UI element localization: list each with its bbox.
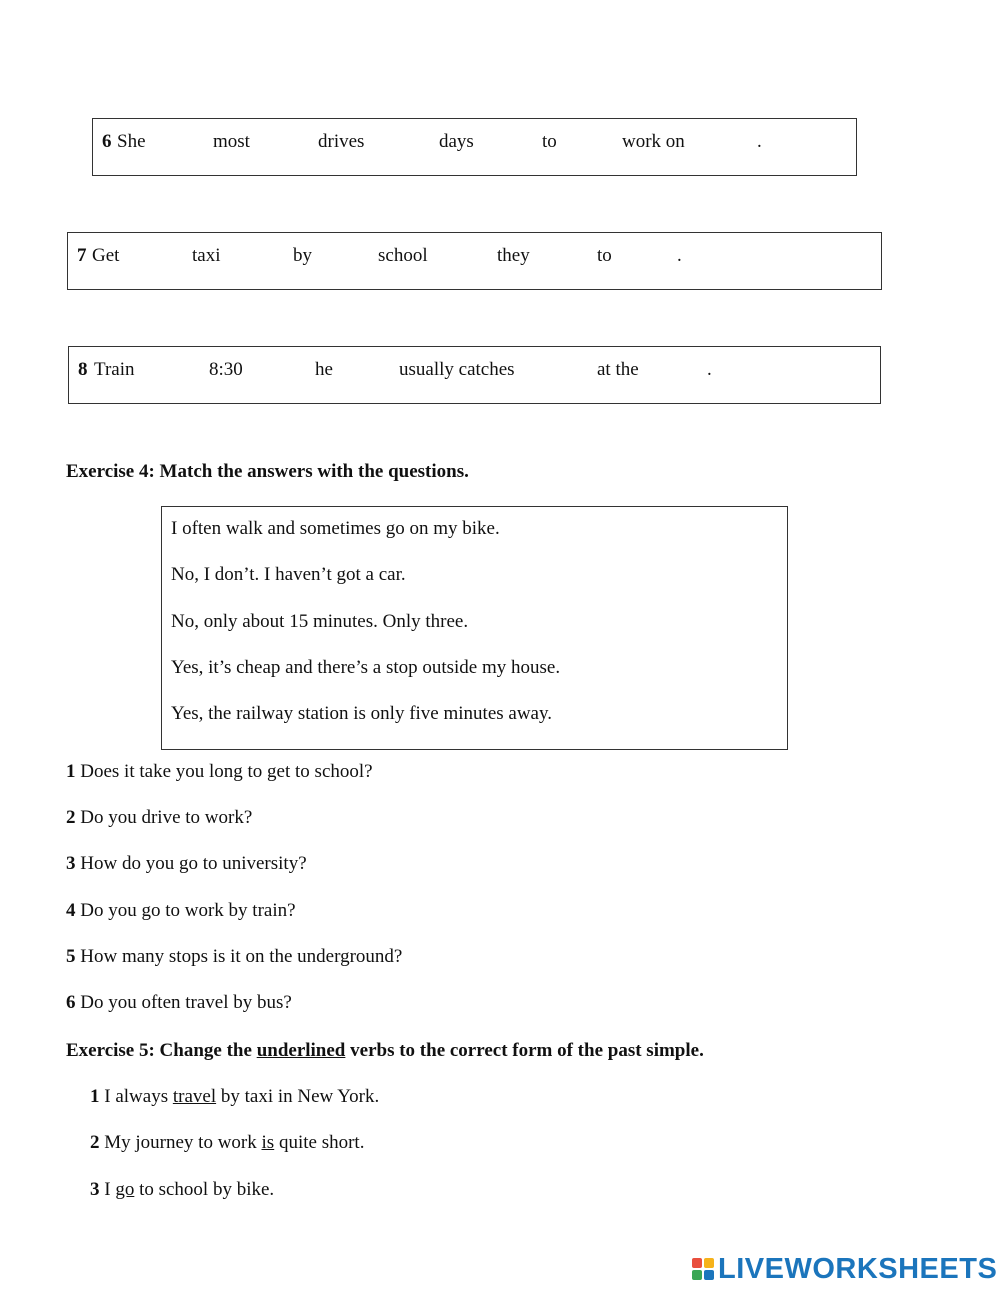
question-number: 4 xyxy=(66,900,76,921)
underlined-verb[interactable]: is xyxy=(261,1132,275,1153)
question-text: Do you drive to work? xyxy=(80,807,253,828)
item-text: My journey to work xyxy=(104,1132,257,1153)
question-item[interactable] xyxy=(66,761,373,783)
word-chip[interactable]: by xyxy=(293,245,312,266)
question-number: 6 xyxy=(66,992,76,1013)
word-chip[interactable]: work on xyxy=(622,131,685,152)
word-chip[interactable]: they xyxy=(497,245,530,266)
question-text: Does it take you long to get to school? xyxy=(80,761,373,782)
underlined-verb[interactable]: travel xyxy=(172,1086,217,1107)
question-item[interactable] xyxy=(66,900,296,922)
word-chip[interactable]: to xyxy=(597,245,612,266)
word-chip[interactable]: She xyxy=(117,131,146,152)
logo-text: LIVEWORKSHEETS xyxy=(718,1252,998,1285)
liveworksheets-logo xyxy=(692,1254,997,1284)
exercise-5-item xyxy=(90,1132,364,1154)
question-text: Do you go to work by train? xyxy=(80,900,296,921)
question-item[interactable] xyxy=(66,807,252,829)
item-text: I xyxy=(104,1179,111,1200)
underlined-verb[interactable]: go xyxy=(115,1179,135,1200)
word-chip[interactable]: Get xyxy=(92,245,120,266)
question-item[interactable] xyxy=(66,992,292,1014)
word-chip[interactable]: school xyxy=(378,245,428,266)
item-text: quite short. xyxy=(278,1132,365,1153)
question-item[interactable] xyxy=(66,946,402,968)
word-chip[interactable]: . xyxy=(707,359,712,380)
answers-box xyxy=(161,506,788,750)
item-text: I always xyxy=(104,1086,169,1107)
sentence-box-8 xyxy=(68,346,881,404)
exercise-4-title: Exercise 4: Match the answers with the questions. xyxy=(66,461,469,482)
word-chip[interactable]: taxi xyxy=(192,245,221,266)
question-number: 2 xyxy=(66,807,76,828)
word-chip[interactable]: most xyxy=(213,131,250,152)
word-chip[interactable]: at the xyxy=(597,359,639,380)
answer-option[interactable]: No, I don’t. I haven’t got a car. xyxy=(171,564,406,585)
question-text: How many stops is it on the underground? xyxy=(80,946,403,967)
sentence-number: 6 xyxy=(102,131,112,152)
sentence-box-7 xyxy=(67,232,882,290)
question-text: Do you often travel by bus? xyxy=(80,992,292,1013)
answer-option[interactable]: No, only about 15 minutes. Only three. xyxy=(171,611,469,632)
word-chip[interactable]: Train xyxy=(94,359,135,380)
item-text: to school by bike. xyxy=(139,1179,275,1200)
word-chip[interactable]: . xyxy=(677,245,682,266)
word-chip[interactable]: days xyxy=(439,131,474,152)
answer-option[interactable]: Yes, the railway station is only five minutes away. xyxy=(171,703,553,724)
word-chip[interactable]: to xyxy=(542,131,557,152)
logo-mark-icon xyxy=(692,1258,714,1280)
exercise-5-item xyxy=(90,1179,274,1201)
exercise-5-item xyxy=(90,1086,379,1108)
question-number: 1 xyxy=(66,761,76,782)
question-item[interactable] xyxy=(66,853,307,875)
word-chip[interactable]: 8:30 xyxy=(209,359,243,380)
exercise-5-title xyxy=(66,1040,704,1062)
answer-option[interactable]: I often walk and sometimes go on my bike. xyxy=(171,518,500,539)
sentence-box-6 xyxy=(92,118,857,176)
item-text: by taxi in New York. xyxy=(220,1086,380,1107)
word-chip[interactable]: he xyxy=(315,359,333,380)
item-number: 3 xyxy=(90,1179,100,1200)
sentence-number: 8 xyxy=(78,359,88,380)
title-underlined-word: underlined xyxy=(256,1040,346,1061)
item-number: 2 xyxy=(90,1132,100,1153)
question-text: How do you go to university? xyxy=(80,853,307,874)
word-chip[interactable]: usually catches xyxy=(399,359,515,380)
title-part: Exercise 5: Change the xyxy=(66,1040,252,1061)
word-chip[interactable]: drives xyxy=(318,131,365,152)
question-number: 3 xyxy=(66,853,76,874)
word-chip[interactable]: . xyxy=(757,131,762,152)
title-part: verbs to the correct form of the past simple. xyxy=(350,1040,704,1061)
question-number: 5 xyxy=(66,946,76,967)
sentence-number: 7 xyxy=(77,245,87,266)
item-number: 1 xyxy=(90,1086,100,1107)
answer-option[interactable]: Yes, it’s cheap and there’s a stop outside my house. xyxy=(171,657,561,678)
